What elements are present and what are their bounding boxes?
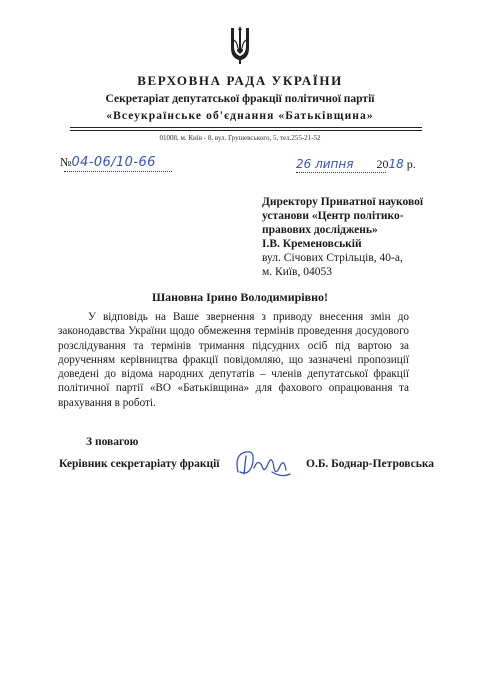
registration-number: [60, 155, 156, 170]
handwritten-signature: [232, 444, 294, 484]
handwritten-number: 04-06/10-66: [71, 155, 156, 170]
letter-body: У відповідь на Ваше звернення з приводу внесення змін до законодавства України щодо обмеження термінів проведення досудового розслідування та термінів тримання підсудних осіб під вартою за дорученням керівництва фракції повідомляю, що зазначені пропозиції доведені до відома народних депутатів – членів депутатської фракції політичної партії «ВО «Батьківщина» для фахового опрацювання та врахування в роботі.: [58, 311, 409, 409]
recipient-line: установи «Центр політико-: [262, 210, 404, 222]
recipient-line: Директору Приватної наукової: [262, 196, 424, 208]
header-address: 01008, м. Київ - 8, вул. Грушевського, 5, тел.255-21-52: [159, 134, 321, 142]
year-printed: 20: [376, 157, 389, 171]
header-party: «Всеукраїнське об'єднання «Батьківщина»: [106, 110, 374, 122]
trident-emblem-icon: [228, 26, 252, 66]
recipient-street: вул. Січових Стрільців, 40-а,: [262, 252, 403, 264]
signatory-position: Керівник секретаріату фракції: [59, 458, 220, 470]
year-suffix: р.: [406, 157, 416, 171]
header-divider: [70, 130, 422, 131]
year-handwritten: 18: [388, 157, 404, 171]
handwritten-date: 26 липня: [296, 157, 354, 171]
header-secretariat: Секретаріат депутатської фракції політичної партії: [105, 93, 375, 105]
signatory-name: О.Б. Боднар-Петровська: [306, 458, 435, 470]
fill-line: [296, 172, 386, 173]
recipient-city: м. Київ, 04053: [262, 266, 332, 278]
recipient-name: І.В. Кременовській: [262, 238, 362, 250]
salutation: Шановна Ірино Володимирівно!: [151, 290, 329, 304]
fill-line: [64, 171, 172, 172]
recipient-line: правових досліджень»: [262, 224, 378, 236]
number-prefix: №: [60, 155, 72, 169]
header-divider: [70, 127, 422, 128]
registration-date: [296, 157, 416, 172]
header-title: ВЕРХОВНА РАДА УКРАЇНИ: [137, 73, 343, 88]
recipient-block: [262, 195, 462, 279]
closing-regards: З повагою: [86, 436, 139, 448]
